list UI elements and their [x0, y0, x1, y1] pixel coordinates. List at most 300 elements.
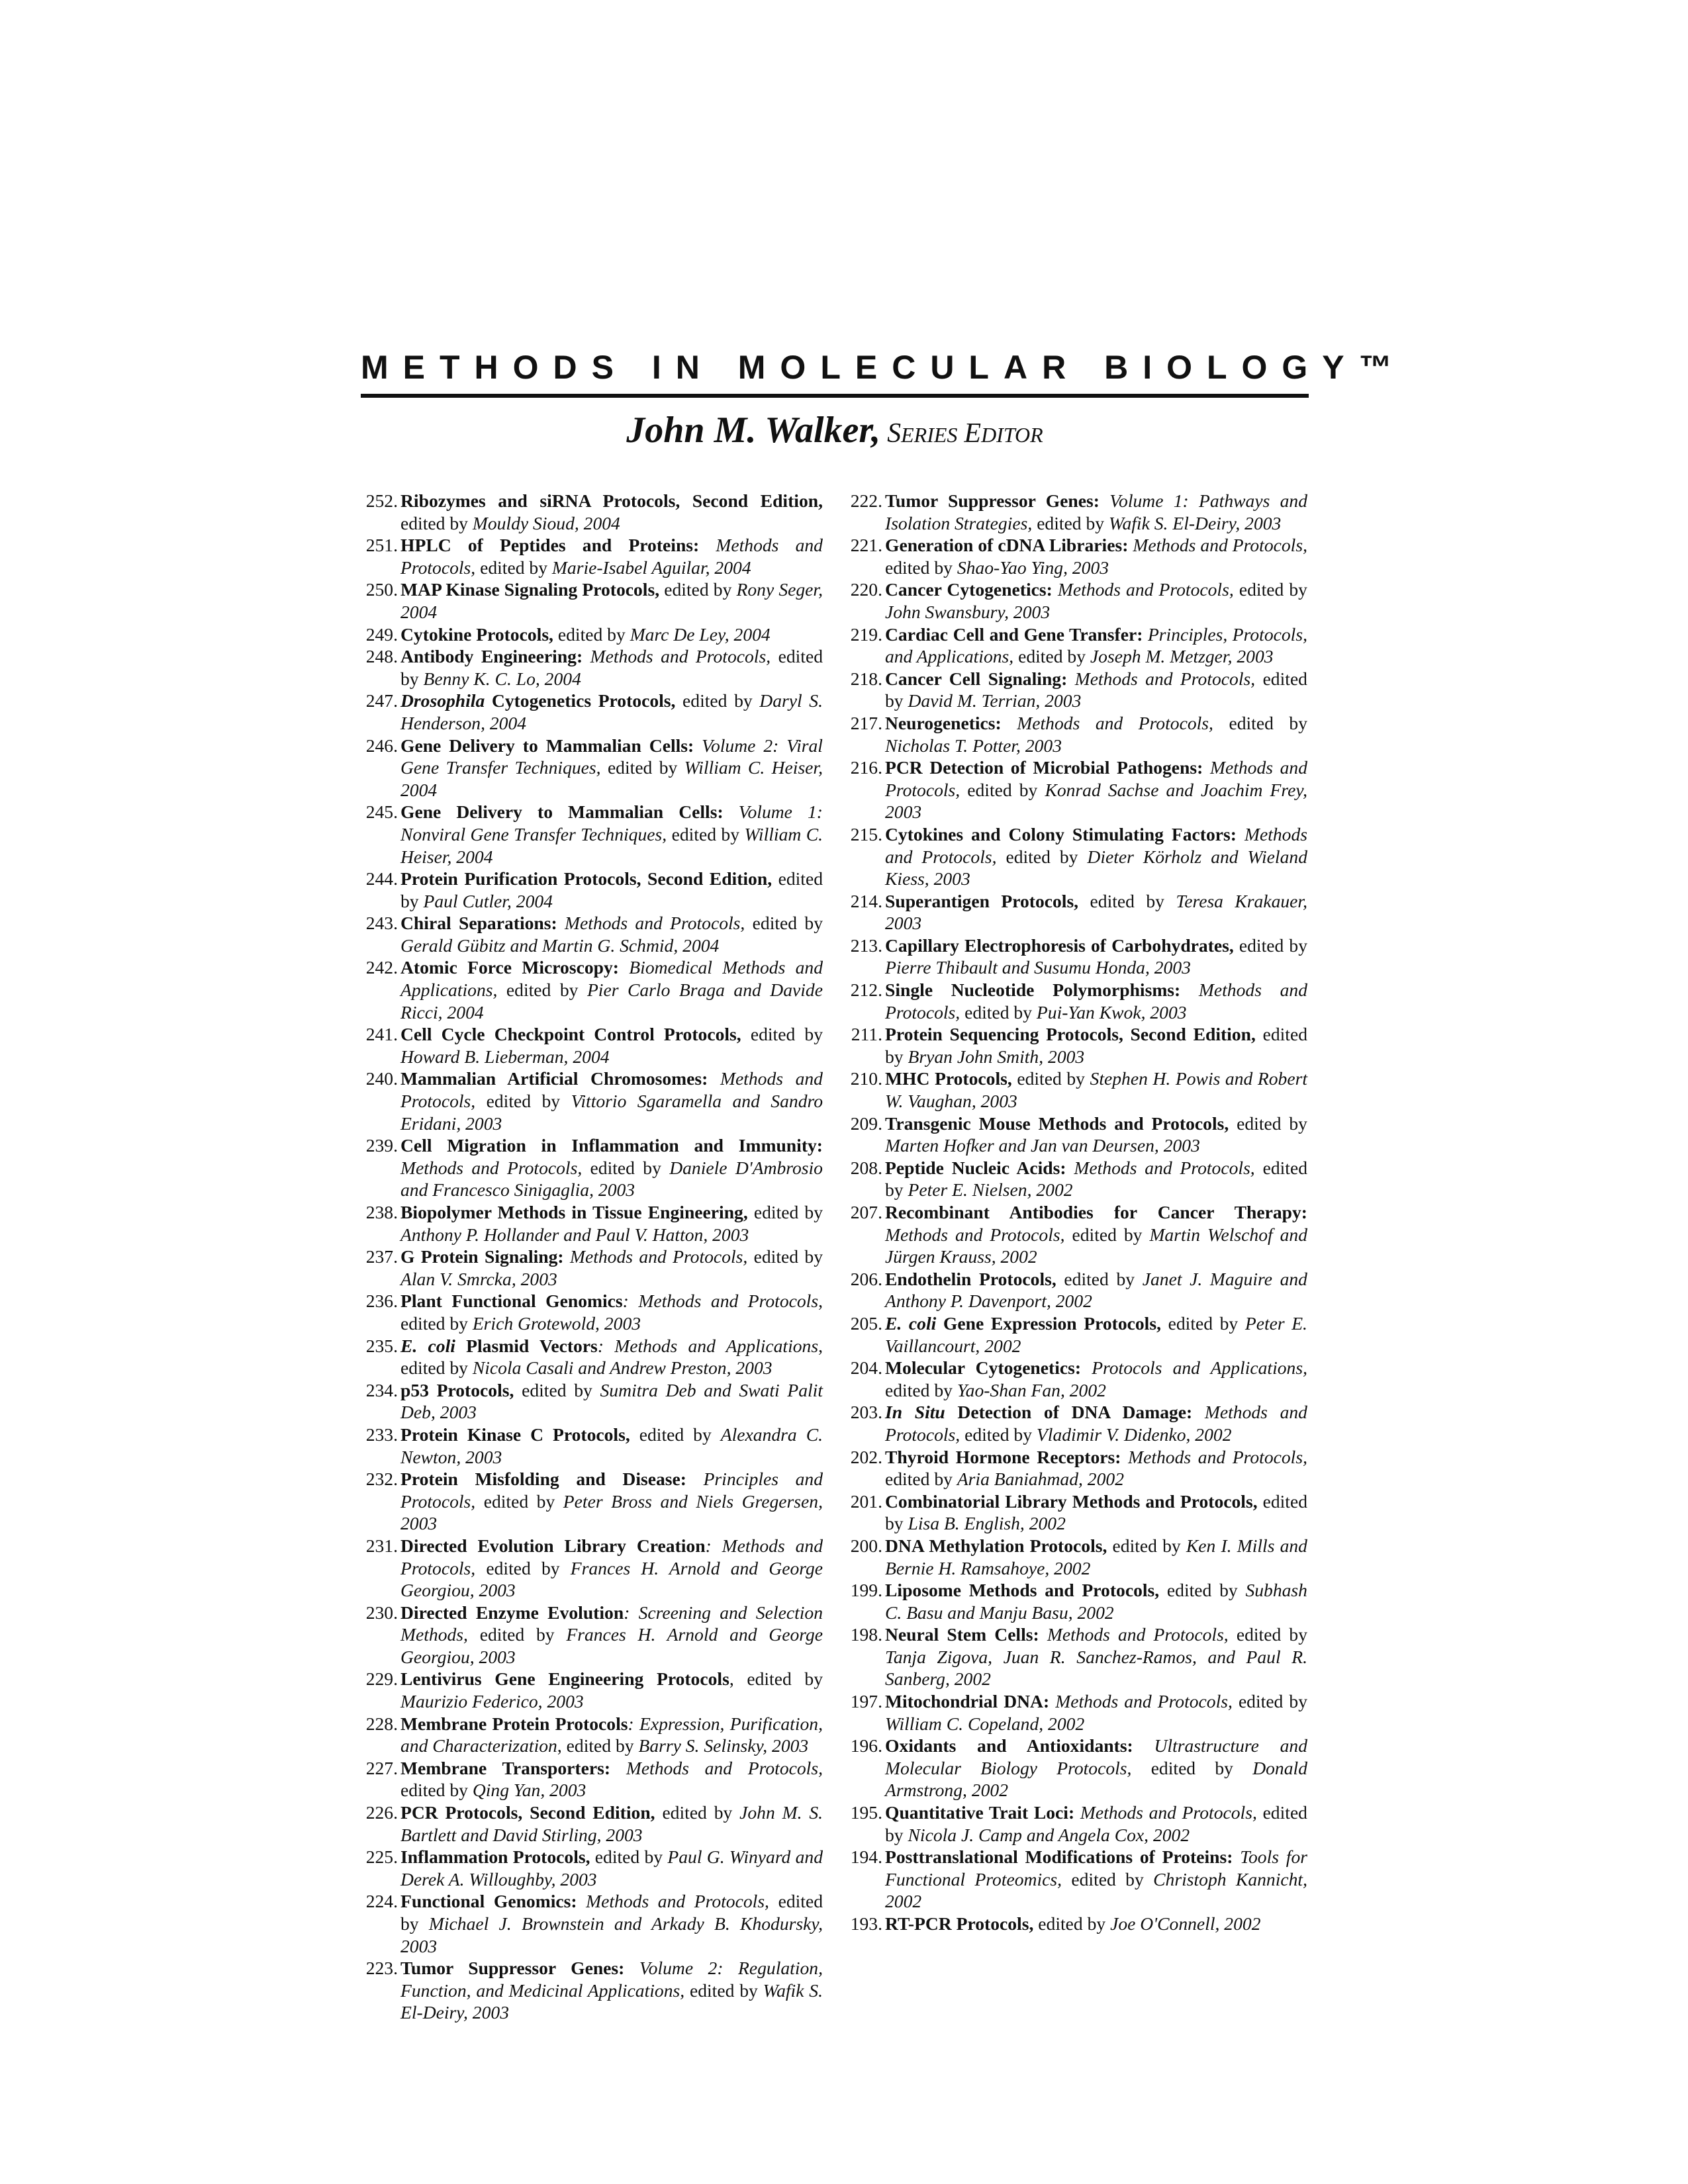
series-volume-entry [361, 1468, 823, 1535]
edited-by-label: edited by [506, 979, 579, 1001]
volume-title: Mammalian Artificial Chromosomes: [400, 1068, 708, 1089]
volume-number: 247. [365, 690, 398, 711]
series-volume-entry [361, 956, 823, 1023]
edited-by-label: , edited by [729, 1668, 823, 1690]
volume-editors: Sumitra Deb and Swati Palit Deb, 2003 [400, 1379, 823, 1423]
volume-title: Gene Delivery to Mammalian Cells: [400, 735, 694, 756]
series-volume-entry [361, 1068, 823, 1134]
series-volume-entry [361, 912, 823, 956]
volume-number: 226. [365, 1802, 398, 1823]
volume-subtitle: Methods and Protocols, [569, 1246, 748, 1267]
volume-title: Detection of DNA Damage: [957, 1402, 1193, 1423]
volume-subtitle: : Methods and Protocols [622, 1291, 819, 1312]
volume-number: 198. [850, 1624, 882, 1645]
volume-editors: Pierre Thibault and Susumu Honda, 2003 [885, 957, 1191, 978]
volume-number: 200. [850, 1535, 882, 1556]
volume-title: Plasmid Vectors [466, 1335, 598, 1356]
volume-editors: Shao-Yao Ying, 2003 [957, 557, 1109, 578]
volume-title: Posttranslational Modifications of Proteins: [885, 1846, 1233, 1868]
edited-by-label: edited by [1238, 1691, 1307, 1712]
volume-editors: Martin Welschof and Jürgen Krauss, 2002 [885, 1224, 1308, 1267]
series-volume-entry [361, 1668, 823, 1712]
series-volume-entry [845, 490, 1307, 534]
edited-by-label: edited by [1237, 1113, 1307, 1134]
series-volume-entry [845, 712, 1307, 756]
volume-title-italic: Drosophila [400, 690, 485, 711]
volume-title: Biopolymer Methods in Tissue Engineering, [400, 1202, 748, 1222]
volume-editors: Benny K. C. Lo, 2004 [423, 668, 581, 689]
volume-editors: Stephen H. Powis and Robert W. Vaughan, 2003 [885, 1068, 1307, 1112]
series-volume-entry [361, 1801, 823, 1846]
volume-number: 213. [850, 934, 882, 956]
volume-number: 220. [850, 579, 882, 600]
series-volume-entry [361, 534, 823, 578]
volume-subtitle: Methods and Protocols, [626, 1757, 823, 1778]
volume-editors: Michael J. Brownstein and Arkady B. Khodursky, 2003 [400, 1913, 823, 1956]
volume-editors: Erich Grotewold, 2003 [472, 1312, 641, 1334]
series-volume-entry [845, 668, 1307, 712]
volume-editors: Frances H. Arnold and George Georgiou, 2003 [400, 1557, 823, 1601]
volume-editors: Wafik S. El-Deiry, 2003 [400, 1979, 823, 2023]
volume-title: Neurogenetics: [885, 712, 1002, 733]
edited-by-label: edited by [682, 690, 753, 711]
edited-by-label: edited by [964, 1424, 1033, 1445]
volume-subtitle: Methods and Protocols, [586, 1891, 769, 1912]
volume-editors: Alexandra C. Newton, 2003 [400, 1424, 823, 1467]
series-volume-entry [845, 979, 1307, 1023]
series-volume-entry [361, 1201, 823, 1246]
volume-title: Lentivirus Gene Engineering Protocols [400, 1668, 729, 1690]
series-volume-entry [845, 1735, 1307, 1801]
edited-by-label: edited by [753, 1202, 823, 1222]
volume-number: 222. [850, 490, 882, 511]
volume-title: Gene Delivery to Mammalian Cells: [400, 801, 724, 823]
volume-editors: Subhash C. Basu and Manju Basu, 2002 [885, 1580, 1307, 1623]
edited-by-label: edited by [1038, 1913, 1106, 1934]
series-volume-entry [361, 1290, 823, 1334]
volume-subtitle: : Methods and Applications [597, 1335, 819, 1356]
volume-editors: John Swansbury, 2003 [885, 601, 1051, 622]
edited-by-label: edited by [1006, 846, 1078, 867]
volume-number: 233. [365, 1424, 398, 1445]
edited-by-label: edited by [1239, 934, 1307, 956]
volume-title: Liposome Methods and Protocols, [885, 1580, 1160, 1601]
volume-number: 244. [365, 868, 398, 889]
volume-number: 202. [850, 1446, 882, 1467]
edited-by-label: edited by [1112, 1535, 1181, 1556]
volume-number: 248. [365, 646, 398, 667]
volume-subtitle: Methods and Protocols, [1055, 1691, 1233, 1712]
series-volume-entry [845, 1401, 1307, 1445]
volume-number: 246. [365, 735, 398, 756]
volume-editors: Teresa Krakauer, 2003 [885, 890, 1308, 934]
series-volume-entry [361, 1757, 823, 1801]
volume-editors: Christoph Kannicht, 2002 [885, 1868, 1307, 1912]
edited-by-label: , edited by [557, 1735, 634, 1756]
edited-by-label: , edited by [400, 1291, 823, 1334]
volume-editors: Pier Carlo Braga and Davide Ricci, 2004 [400, 979, 823, 1023]
volume-subtitle: Methods and Protocols, [1080, 1802, 1257, 1823]
edited-by-label: edited by [486, 1091, 561, 1112]
volume-editors: Barry S. Selinsky, 2003 [638, 1735, 809, 1756]
volume-number: 204. [850, 1357, 882, 1379]
volume-title: Protein Misfolding and Disease: [400, 1469, 686, 1490]
editor-role-rest: DITOR [981, 423, 1043, 447]
volume-title: Gene Expression Protocols, [943, 1312, 1161, 1334]
volume-title: Generation of cDNA Libraries: [885, 535, 1129, 556]
volume-title: G Protein Signaling: [400, 1246, 564, 1267]
volume-editors: Daniele D'Ambrosio and Francesco Sinigaglia, 2003 [400, 1157, 823, 1201]
volume-subtitle: Tools for Functional Proteomics, [885, 1846, 1307, 1889]
edited-by-label: edited by [689, 1979, 758, 2001]
edited-by-label: edited by [639, 1424, 712, 1445]
volume-number: 239. [365, 1135, 398, 1156]
series-volume-entry [845, 578, 1307, 623]
volume-editors: Yao-Shan Fan, 2002 [957, 1379, 1106, 1400]
volume-title: Inflammation Protocols, [400, 1846, 590, 1868]
volume-title: Thyroid Hormone Receptors: [885, 1446, 1121, 1467]
volume-number: 236. [365, 1291, 398, 1312]
series-volume-entry [361, 735, 823, 801]
volume-title: Quantitative Trait Loci: [885, 1802, 1075, 1823]
volume-number: 230. [365, 1602, 398, 1623]
volume-title: Endothelin Protocols, [885, 1268, 1056, 1289]
series-volume-entry [361, 645, 823, 690]
series-volume-entry [845, 1113, 1307, 1157]
series-volume-entry [361, 1335, 823, 1379]
volume-subtitle: Methods and Protocols, [400, 1068, 823, 1112]
volume-subtitle: Protocols and Applications, [1092, 1357, 1307, 1379]
volume-subtitle: Volume 2: Viral Gene Transfer Techniques, [400, 735, 823, 778]
series-editor-line [361, 404, 1309, 466]
volume-number: 243. [365, 913, 398, 934]
editor-name: John M. Walker, [626, 410, 881, 451]
volume-title: Cytokines and Colony Stimulating Factors: [885, 823, 1237, 844]
series-volume-entry [845, 1490, 1307, 1535]
edited-by-label: edited by [1037, 512, 1105, 533]
series-volume-entry [845, 934, 1307, 979]
volume-number: 249. [365, 623, 398, 645]
volume-title: Atomic Force Microscopy: [400, 957, 619, 978]
volume-editors: Lisa B. English, 2002 [908, 1513, 1066, 1534]
volume-title: Ribozymes and siRNA Protocols, Second Edition, [400, 490, 823, 511]
volume-number: 251. [365, 535, 398, 556]
series-volume-entry [361, 801, 823, 868]
series-volume-entry [361, 1379, 823, 1424]
edited-by-label: edited by [479, 1624, 555, 1645]
volume-title: Protein Sequencing Protocols, Second Edition, [885, 1024, 1256, 1045]
edited-by-label: edited by [885, 1469, 953, 1490]
series-volume-entry [845, 1357, 1307, 1401]
volume-title: Oxidants and Antioxidants: [885, 1735, 1133, 1756]
volume-title: Single Nucleotide Polymorphisms: [885, 979, 1181, 1001]
volume-subtitle: Volume 1: Nonviral Gene Transfer Techniques, [400, 801, 823, 844]
volume-number: 205. [850, 1312, 882, 1334]
series-volume-entry [845, 1446, 1307, 1490]
volume-editors: Vittorio Sgaramella and Sandro Eridani, 2003 [400, 1091, 823, 1134]
volume-number: 227. [365, 1757, 398, 1778]
edited-by-label: edited by [964, 1001, 1033, 1023]
volume-editors: Ken I. Mills and Bernie H. Ramsahoye, 2002 [885, 1535, 1307, 1578]
volume-editors: Donald Armstrong, 2002 [885, 1757, 1307, 1801]
series-volume-entry [845, 890, 1307, 934]
volume-editors: William C. Heiser, 2004 [400, 757, 823, 800]
volume-subtitle: : Screening and Selection Methods, [400, 1602, 823, 1645]
volume-subtitle: Methods and Protocols, [885, 1402, 1307, 1445]
volume-subtitle: Methods and Protocols, [1074, 1157, 1255, 1178]
volume-editors: Peter E. Vaillancourt, 2002 [885, 1312, 1307, 1356]
series-volume-entry [845, 1690, 1307, 1735]
edited-by-label: edited by [400, 868, 823, 911]
edited-by-label: edited by [885, 1379, 953, 1400]
volume-editors: John M. S. Bartlett and David Stirling, 2003 [400, 1802, 823, 1845]
volume-title: Mitochondrial DNA: [885, 1691, 1050, 1712]
volume-editors: Peter E. Nielsen, 2002 [908, 1179, 1073, 1201]
volume-number: 197. [850, 1691, 882, 1712]
editor-role [887, 418, 1043, 448]
volume-title-italic: E. coli [885, 1312, 937, 1334]
series-volume-entry [361, 1957, 823, 2024]
edited-by-label: edited by [752, 913, 823, 934]
volume-subtitle: Volume 1: Pathways and Isolation Strategies, [885, 490, 1307, 533]
series-volume-entry [361, 1246, 823, 1290]
volume-subtitle: : Methods and Protocols, [400, 1535, 823, 1578]
edited-by-label: edited by [885, 557, 953, 578]
series-volume-entry [845, 1579, 1307, 1623]
volume-editors: Paul Cutler, 2004 [423, 890, 553, 911]
series-volume-entry [845, 1801, 1307, 1846]
edited-by-label: edited by [590, 1157, 661, 1178]
volume-subtitle: Methods and Protocols, [590, 646, 771, 667]
volume-editors: William C. Copeland, 2002 [885, 1713, 1085, 1734]
series-volume-entry [845, 1023, 1307, 1068]
series-title: METHODS IN MOLECULAR BIOLOGY™ [361, 349, 1407, 386]
volume-title: Transgenic Mouse Methods and Protocols, [885, 1113, 1229, 1134]
series-volume-entry [845, 1846, 1307, 1913]
volume-title: Peptide Nucleic Acids: [885, 1157, 1066, 1178]
series-volume-entry [361, 1134, 823, 1201]
series-volume-entry [361, 1023, 823, 1068]
series-volume-entry [361, 690, 823, 734]
edited-by-label: edited by [750, 1024, 823, 1045]
volume-title: Directed Enzyme Evolution [400, 1602, 624, 1623]
volume-subtitle: : Expression, Purification, and Characterization [400, 1713, 823, 1756]
volume-title: Membrane Transporters: [400, 1757, 611, 1778]
volume-editors: Nicola Casali and Andrew Preston, 2003 [472, 1357, 773, 1379]
edited-by-label: edited by [1072, 1224, 1143, 1245]
series-volume-entry [845, 1913, 1307, 1935]
volume-title: Cytokine Protocols, [400, 623, 553, 645]
volume-subtitle: Methods and Protocols, [1057, 579, 1234, 600]
edited-by-label: edited by [483, 1490, 555, 1512]
volume-subtitle: Methods and Protocols, [565, 913, 745, 934]
volume-title: RT-PCR Protocols, [885, 1913, 1034, 1934]
volume-editors: Marten Hofker and Jan van Deursen, 2003 [885, 1135, 1200, 1156]
volume-title: HPLC of Peptides and Proteins: [400, 535, 700, 556]
series-volume-entry [361, 868, 823, 912]
volume-editors: Gerald Gübitz and Martin G. Schmid, 2004 [400, 934, 720, 956]
edited-by-label: edited by [967, 779, 1038, 800]
volume-editors: Joseph M. Metzger, 2003 [1090, 646, 1274, 667]
edited-by-label: edited by [1064, 1268, 1135, 1289]
volume-editors: Nicholas T. Potter, 2003 [885, 735, 1062, 756]
volume-number: 225. [365, 1846, 398, 1868]
volume-number: 221. [850, 535, 882, 556]
volume-title: Cell Migration in Inflammation and Immunity: [400, 1135, 823, 1156]
volume-editors: Joe O'Connell, 2002 [1110, 1913, 1261, 1934]
volume-subtitle: Methods and Protocols, [1128, 1446, 1307, 1467]
editor-role-initial: S [887, 418, 902, 449]
edited-by-label: edited by [557, 623, 626, 645]
volume-editors: Marie-Isabel Aguilar, 2004 [551, 557, 751, 578]
volume-title: Membrane Protein Protocols [400, 1713, 628, 1734]
volume-title: DNA Methylation Protocols, [885, 1535, 1107, 1556]
left-column [361, 490, 823, 2024]
volume-number: 238. [365, 1202, 398, 1222]
volume-number: 207. [850, 1202, 882, 1222]
volume-number: 193. [850, 1913, 882, 1934]
edited-by-label: edited by [607, 757, 678, 778]
volume-editors: Maurizio Federico, 2003 [400, 1691, 584, 1712]
volume-subtitle: Methods and Protocols, [1047, 1624, 1229, 1645]
series-volume-entry [361, 1535, 823, 1602]
volume-number: 228. [365, 1713, 398, 1734]
volume-title: PCR Detection of Microbial Pathogens: [885, 757, 1203, 778]
edited-by-label: , edited by [400, 1335, 823, 1379]
edited-by-label: edited by [662, 1802, 733, 1823]
volume-editors: Howard B. Lieberman, 2004 [400, 1046, 610, 1067]
volume-editors: Konrad Sachse and Joachim Frey, 2003 [885, 779, 1307, 823]
volume-title: Protein Purification Protocols, Second Edition, [400, 868, 773, 889]
volume-title: Chiral Separations: [400, 913, 557, 934]
editor-role-rest: ERIES [901, 423, 958, 447]
edited-by-label: edited by [885, 1024, 1307, 1067]
volume-subtitle: Methods and Protocols, [885, 979, 1307, 1023]
volume-subtitle: Methods and Protocols, [885, 757, 1307, 800]
volume-number: 241. [365, 1024, 398, 1045]
edited-by-label: edited by [594, 1846, 663, 1868]
volume-editors: Bryan John Smith, 2003 [908, 1046, 1085, 1067]
volume-subtitle: Ultrastructure and Molecular Biology Protocols, [885, 1735, 1307, 1778]
edited-by-label: edited by [1168, 1312, 1239, 1334]
series-volume-entry [845, 623, 1307, 668]
volume-number: 223. [365, 1958, 398, 1979]
edited-by-label: edited by [664, 579, 732, 600]
volume-number: 195. [850, 1802, 882, 1823]
series-volume-entry [845, 1535, 1307, 1579]
volume-editors: Aria Baniahmad, 2002 [957, 1469, 1124, 1490]
volume-editors: Paul G. Winyard and Derek A. Willoughby, 2003 [400, 1846, 823, 1889]
volume-editors: William C. Heiser, 2004 [400, 823, 823, 867]
volume-title: Cancer Cell Signaling: [885, 668, 1068, 689]
series-volume-entry [361, 1602, 823, 1668]
volume-number: 237. [365, 1246, 398, 1267]
volume-title: Protein Kinase C Protocols, [400, 1424, 630, 1445]
series-volume-entry [361, 623, 823, 646]
volume-editors: Peter Bross and Niels Gregersen, 2003 [400, 1490, 823, 1534]
volume-title: PCR Protocols, Second Edition, [400, 1802, 655, 1823]
edited-by-label: edited by [400, 1891, 823, 1934]
volume-subtitle: Methods and Protocols, [885, 1224, 1065, 1245]
volume-title: p53 Protocols, [400, 1379, 514, 1400]
edited-by-label: edited by [671, 823, 740, 844]
title-rule [361, 394, 1309, 398]
volume-number: 229. [365, 1668, 398, 1690]
series-volume-entry [361, 1713, 823, 1757]
volume-number: 232. [365, 1469, 398, 1490]
edited-by-label: edited by [400, 646, 823, 689]
volume-number: 250. [365, 579, 398, 600]
volume-editors: Dieter Körholz and Wieland Kiess, 2003 [885, 846, 1307, 889]
edited-by-label: edited by [1150, 1757, 1233, 1778]
volume-editors: Nicola J. Camp and Angela Cox, 2002 [908, 1824, 1190, 1845]
edited-by-label: edited by [885, 1157, 1307, 1201]
series-volume-entry [845, 1312, 1307, 1357]
volume-number: 235. [365, 1335, 398, 1356]
volume-title: Antibody Engineering: [400, 646, 583, 667]
volume-subtitle: Methods and Protocols, [885, 823, 1307, 867]
volume-editors: Daryl S. Henderson, 2004 [400, 690, 823, 733]
volume-title: Cytogenetics Protocols, [491, 690, 676, 711]
volume-editors: Qing Yan, 2003 [472, 1780, 586, 1801]
volume-title: Cell Cycle Checkpoint Control Protocols, [400, 1024, 741, 1045]
volume-subtitle: Methods and Protocols, [400, 1157, 583, 1178]
volume-number: 212. [850, 979, 882, 1001]
series-volume-entry [361, 1424, 823, 1468]
volume-subtitle: Methods and Protocols, [1017, 712, 1213, 733]
volume-number: 209. [850, 1113, 882, 1134]
volume-number: 194. [850, 1846, 882, 1868]
edited-by-label: edited by [522, 1379, 592, 1400]
volume-number: 196. [850, 1735, 882, 1756]
volume-title: Superantigen Protocols, [885, 890, 1079, 911]
edited-by-label: edited by [486, 1557, 560, 1578]
series-volume-entry [361, 578, 823, 623]
editor-role-initial: E [964, 418, 982, 449]
volume-editors: Vladimir V. Didenko, 2002 [1036, 1424, 1232, 1445]
volume-number: 199. [850, 1580, 882, 1601]
volume-number: 215. [850, 823, 882, 844]
volume-title: Tumor Suppressor Genes: [400, 1958, 625, 1979]
edited-by-label: edited by [1090, 890, 1164, 911]
volume-number: 245. [365, 801, 398, 823]
volume-number: 203. [850, 1402, 882, 1423]
edited-by-label: edited by [885, 668, 1307, 711]
edited-by-label: edited by [1018, 646, 1086, 667]
volume-title: Recombinant Antibodies for Cancer Therapy: [885, 1202, 1307, 1222]
volume-number: 206. [850, 1268, 882, 1289]
volume-title: Neural Stem Cells: [885, 1624, 1039, 1645]
volume-editors: Rony Seger, 2004 [400, 579, 823, 622]
volume-title-italic: In Situ [885, 1402, 945, 1423]
series-volume-entry [845, 756, 1307, 823]
volume-subtitle: Methods and Protocols, [1074, 668, 1256, 689]
series-volume-entry [845, 1201, 1307, 1268]
volume-number: 211. [851, 1024, 882, 1045]
volume-number: 231. [365, 1535, 398, 1556]
volume-number: 217. [850, 712, 882, 733]
volume-number: 242. [365, 957, 398, 978]
volume-title: Cancer Cytogenetics: [885, 579, 1053, 600]
series-volume-entry [845, 823, 1307, 890]
series-volume-entry [845, 1268, 1307, 1312]
volume-editors: Mouldy Sioud, 2004 [472, 512, 620, 533]
edited-by-label: edited by [885, 1802, 1307, 1845]
edited-by-label: edited by [480, 557, 548, 578]
edited-by-label: edited by [753, 1246, 823, 1267]
series-volume-entry [361, 1890, 823, 1957]
volume-editors: David M. Terrian, 2003 [908, 690, 1082, 711]
